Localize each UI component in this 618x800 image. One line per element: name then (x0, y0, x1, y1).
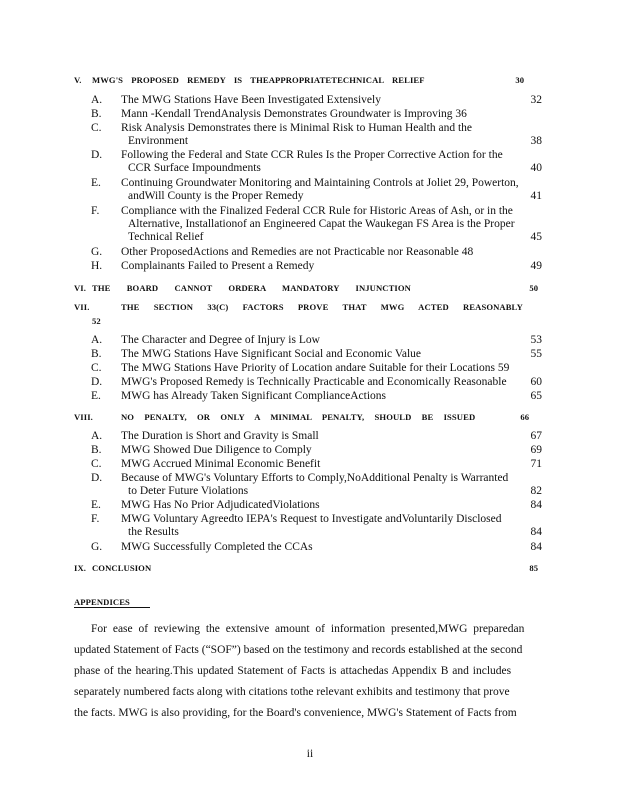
toc-item-text-cont: to Deter Future Violations (128, 485, 249, 497)
toc-item-page: 32 (530, 94, 542, 106)
paragraph-line: updated Statement of Facts (“SOF”) based on the testimony and records established at the second (74, 644, 523, 656)
toc-item-letter: A. (91, 334, 103, 346)
paragraph-line: the facts. MWG is also providing, for the Board's convenience, MWG's Statement of Facts from (74, 707, 517, 719)
toc-section-vi-number: VI. (74, 283, 86, 293)
toc-item-page: 41 (530, 190, 542, 202)
toc-item-text: Following the Federal and State CCR Rules Is the Proper Corrective Action for the (121, 149, 503, 161)
toc-item-letter: D. (91, 376, 103, 388)
toc-item-text: Continuing Groundwater Monitoring and Maintaining Controls at Joliet 29, Powerton, (121, 177, 519, 189)
toc-item-page: 67 (530, 430, 542, 442)
toc-item-text: The MWG Stations Have Priority of Location andare Suitable for their Locations 59 (121, 362, 510, 374)
page-number: ii (306, 748, 314, 760)
toc-item-page: 82 (530, 485, 542, 497)
toc-item-page: 55 (530, 348, 542, 360)
toc-item-text: The MWG Stations Have Significant Social and Economic Value (121, 348, 421, 360)
toc-item-text: MWG Voluntary Agreedto IEPA's Request to Investigate andVoluntarily Disclosed (121, 513, 502, 525)
toc-section-vii-page: 52 (92, 316, 101, 326)
toc-item-text-cont: andWill County is the Proper Remedy (128, 190, 304, 202)
toc-item-text: Risk Analysis Demonstrates there is Minimal Risk to Human Health and the (121, 122, 473, 134)
toc-item-letter: F. (91, 205, 100, 217)
toc-item-letter: C. (91, 362, 102, 374)
toc-item-page: 40 (530, 162, 542, 174)
toc-item-letter: B. (91, 444, 102, 456)
toc-item-page: 71 (530, 458, 542, 470)
toc-item-page: 84 (530, 541, 542, 553)
toc-item-text: MWG Showed Due Diligence to Comply (121, 444, 312, 456)
toc-item-text: MWG Successfully Completed the CCAs (121, 541, 313, 553)
toc-section-viii-page: 66 (520, 412, 529, 422)
toc-section-ix-page: 85 (529, 563, 538, 573)
toc-section-ix-title: CONCLUSION (92, 563, 152, 573)
toc-item-text: The Character and Degree of Injury is Low (121, 334, 320, 346)
toc-section-vii-number: VII. (74, 302, 90, 312)
toc-section-viii-number: VIII. (74, 412, 93, 422)
toc-item-text: The MWG Stations Have Been Investigated Extensively (121, 94, 381, 106)
toc-item-letter: A. (91, 94, 103, 106)
toc-item-letter: E. (91, 499, 101, 511)
toc-item-text: MWG Has No Prior AdjudicatedViolations (121, 499, 320, 511)
toc-item-letter: C. (91, 458, 102, 470)
paragraph-line: phase of the hearing.This updated Statement of Facts is attachedas Appendix B and includes (74, 665, 512, 677)
toc-item-page: 69 (530, 444, 542, 456)
toc-item-letter: G. (91, 541, 103, 553)
toc-item-page: 84 (530, 526, 542, 538)
toc-item-letter: A. (91, 430, 103, 442)
toc-item-page: 65 (530, 390, 542, 402)
toc-item-text: MWG's Proposed Remedy is Technically Practicable and Economically Reasonable (121, 376, 507, 388)
toc-item-text-cont: CCR Surface Impoundments (128, 162, 261, 174)
toc-item-text: Because of MWG's Voluntary Efforts to Comply,NoAdditional Penalty is Warranted (121, 472, 509, 484)
toc-item-letter: B. (91, 108, 102, 120)
toc-item-page: 84 (530, 499, 542, 511)
toc-item-text: Other ProposedActions and Remedies are not Practicable nor Reasonable 48 (121, 246, 474, 258)
toc-item-text: Mann -Kendall TrendAnalysis Demonstrates Groundwater is Improving 36 (121, 108, 467, 120)
toc-item-page: 45 (530, 231, 542, 243)
toc-item-text: MWG Accrued Minimal Economic Benefit (121, 458, 321, 470)
toc-item-letter: D. (91, 472, 103, 484)
toc-item-letter: D. (91, 149, 103, 161)
toc-item-text: Complainants Failed to Present a Remedy (121, 260, 315, 272)
toc-section-v-number: V. (74, 75, 82, 85)
toc-section-v-title: MWG'S PROPOSED REMEDY IS THEAPPROPRIATETECHNICAL RELIEF (92, 75, 425, 85)
toc-section-vi-title: THE BOARD CANNOT ORDERA MANDATORY INJUNCTION (92, 283, 411, 293)
toc-item-text: MWG has Already Taken Significant ComplianceActions (121, 390, 387, 402)
toc-section-viii-title: NO PENALTY, OR ONLY A MINIMAL PENALTY, SHOULD BE ISSUED (121, 412, 476, 422)
paragraph-line: For ease of reviewing the extensive amount of information presented,MWG preparedan (91, 623, 525, 635)
toc-item-letter: H. (91, 260, 103, 272)
appendices-heading: APPENDICES (74, 597, 150, 608)
toc-item-letter: G. (91, 246, 103, 258)
paragraph-line: separately numbered facts along with citations tothe relevant exhibits and testimony that prove (74, 686, 510, 698)
toc-item-letter: F. (91, 513, 100, 525)
toc-item-text-cont: Environment (128, 135, 189, 147)
toc-section-v-page: 30 (515, 75, 524, 85)
toc-item-letter: B. (91, 348, 102, 360)
toc-item-letter: E. (91, 390, 101, 402)
toc-item-page: 49 (530, 260, 542, 272)
toc-item-text-cont: Technical Relief (128, 231, 204, 243)
toc-item-text-cont: the Results (128, 526, 179, 538)
toc-item-text-cont: Alternative, Installationof an Engineered Capat the Waukegan FS Area is the Proper (128, 218, 515, 230)
toc-item-letter: C. (91, 122, 102, 134)
toc-item-page: 53 (530, 334, 542, 346)
toc-section-vii-title: THE SECTION 33(C) FACTORS PROVE THAT MWG ACTED REASONABLY (121, 302, 523, 312)
toc-item-text: The Duration is Short and Gravity is Small (121, 430, 319, 442)
toc-section-ix-number: IX. (74, 563, 86, 573)
toc-item-page: 38 (530, 135, 542, 147)
toc-item-letter: E. (91, 177, 101, 189)
toc-item-text: Compliance with the Finalized Federal CCR Rule for Historic Areas of Ash, or in the (121, 205, 513, 217)
toc-section-vi-page: 50 (529, 283, 538, 293)
toc-item-page: 60 (530, 376, 542, 388)
